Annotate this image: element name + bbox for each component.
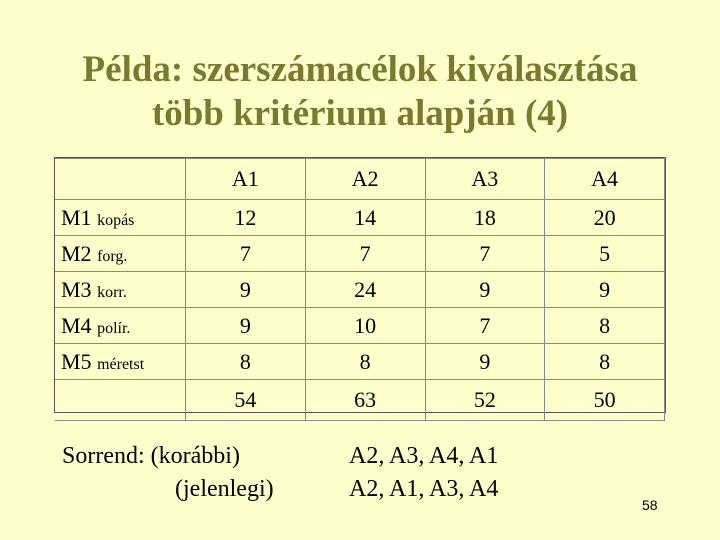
title-line-2: több kritérium alapján (4) — [151, 93, 569, 134]
criteria-table — [54, 157, 666, 413]
table-cell: 8 — [545, 308, 665, 344]
table-row — [55, 308, 665, 344]
totals-row — [55, 380, 665, 421]
title-line-1: Példa: szerszámacélok kiválasztása — [82, 49, 638, 90]
ranking-values — [349, 440, 498, 506]
table-cell: 20 — [545, 200, 665, 236]
table-row — [55, 272, 665, 308]
table-cell: 7 — [186, 236, 306, 272]
ranking-labels — [62, 440, 274, 506]
table-cell: 9 — [425, 272, 545, 308]
page-number: 58 — [642, 497, 658, 513]
table-cell: 7 — [425, 308, 545, 344]
table-cell: 9 — [425, 344, 545, 380]
table-cell: 12 — [186, 200, 306, 236]
table-cell: 9 — [186, 308, 306, 344]
table-cell: 8 — [545, 344, 665, 380]
table-cell: 14 — [305, 200, 425, 236]
column-header-a2: A2 — [305, 159, 425, 200]
table-cell: 18 — [425, 200, 545, 236]
table-cell: 7 — [425, 236, 545, 272]
previous-ranking-value: A2, A3, A4, A1 — [349, 443, 499, 469]
column-header-a1: A1 — [186, 159, 306, 200]
header-corner-cell — [55, 159, 186, 200]
ranking-label: Sorrend: — [62, 443, 145, 469]
totals-label-cell — [55, 380, 186, 421]
table-cell: 5 — [545, 236, 665, 272]
column-header-a3: A3 — [425, 159, 545, 200]
table-cell: 9 — [545, 272, 665, 308]
row-label: M3 korr. — [55, 272, 186, 308]
slide-title — [0, 48, 720, 136]
table-row — [55, 200, 665, 236]
column-header-a4: A4 — [545, 159, 665, 200]
table-cell: 10 — [305, 308, 425, 344]
row-label: M4 polír. — [55, 308, 186, 344]
previous-label: (korábbi) — [150, 443, 240, 469]
row-label: M5 méretst — [55, 344, 186, 380]
table-cell: 24 — [305, 272, 425, 308]
total-cell: 54 — [186, 380, 306, 421]
table-cell: 8 — [186, 344, 306, 380]
row-label: M1 kopás — [55, 200, 186, 236]
table-row — [55, 344, 665, 380]
table-row — [55, 236, 665, 272]
current-ranking-value: A2, A1, A3, A4 — [349, 476, 499, 502]
current-label: (jelenlegi) — [175, 476, 274, 502]
table-cell: 8 — [305, 344, 425, 380]
table-header-row — [55, 159, 665, 200]
table-cell: 9 — [186, 272, 306, 308]
row-label: M2 forg. — [55, 236, 186, 272]
total-cell: 52 — [425, 380, 545, 421]
total-cell: 50 — [545, 380, 665, 421]
table-cell: 7 — [305, 236, 425, 272]
total-cell: 63 — [305, 380, 425, 421]
